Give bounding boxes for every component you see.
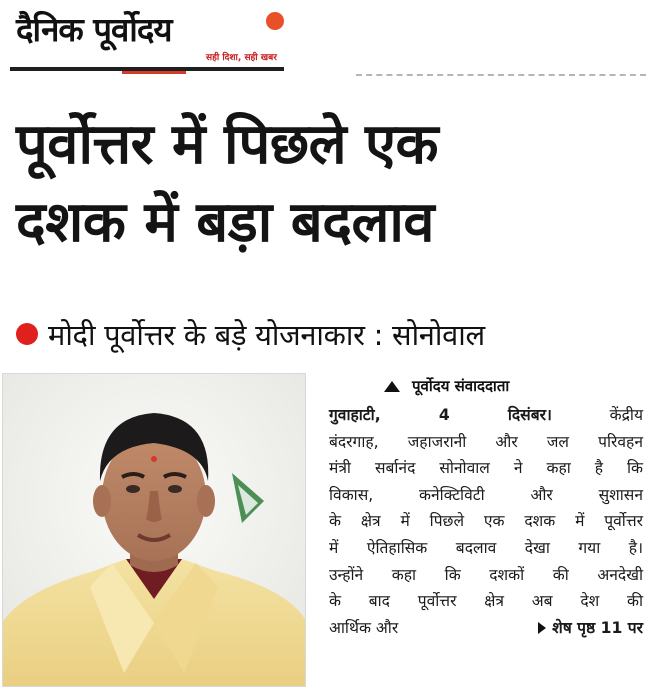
newspaper-tagline: सही दिशा, सही खबर	[206, 53, 277, 63]
article-line: में ऐतिहासिक बदलाव देखा गया है।	[329, 538, 643, 557]
article-line: विकास, कनेक्टिविटी और सुशासन	[329, 485, 643, 504]
article-line: बंदरगाह, जहाजरानी और जल परिवहन	[329, 432, 643, 451]
subheadline	[16, 312, 485, 356]
bullet-icon	[16, 323, 38, 345]
article-line: उन्होंने कहा कि दशकों की अनदेखी	[329, 565, 643, 584]
headline-line-2: दशक में बड़ा बदलाव	[16, 190, 435, 255]
headline-line-1: पूर्वोत्तर में पिछले एक	[16, 112, 439, 177]
article-line: मंत्री सर्बानंद सोनोवाल ने कहा है कि	[329, 459, 643, 478]
arrow-right-icon	[538, 622, 546, 634]
article-line: गुवाहाटी, 4 दिसंबर। केंद्रीय	[329, 406, 643, 424]
article-line: के क्षेत्र में पिछले एक दशक में पूर्वोत्तर	[329, 512, 643, 531]
dateline: गुवाहाटी, 4 दिसंबर।	[329, 406, 552, 424]
masthead-red-rule	[122, 71, 186, 74]
article-line: आर्थिक और शेष पृष्ठ 11 पर	[329, 615, 643, 642]
article-body	[329, 402, 643, 641]
headline	[16, 106, 646, 262]
article-photo	[2, 373, 306, 687]
article-line: के बाद पूर्वोत्तर क्षेत्र अब देश की	[329, 592, 643, 611]
triangle-icon	[384, 381, 400, 392]
newspaper-logo: दैनिक पूर्वोदय	[16, 10, 172, 49]
masthead	[10, 4, 310, 80]
logo-sun-icon	[266, 12, 284, 30]
byline-text: पूर्वोदय संवाददाता	[412, 377, 510, 395]
byline	[384, 376, 509, 396]
subheadline-text: मोदी पूर्वोत्तर के बड़े योजनाकार : सोनोवाल	[48, 317, 485, 352]
continued-link[interactable]: शेष पृष्ठ 11 पर	[538, 615, 643, 642]
divider-dashed	[356, 74, 646, 76]
